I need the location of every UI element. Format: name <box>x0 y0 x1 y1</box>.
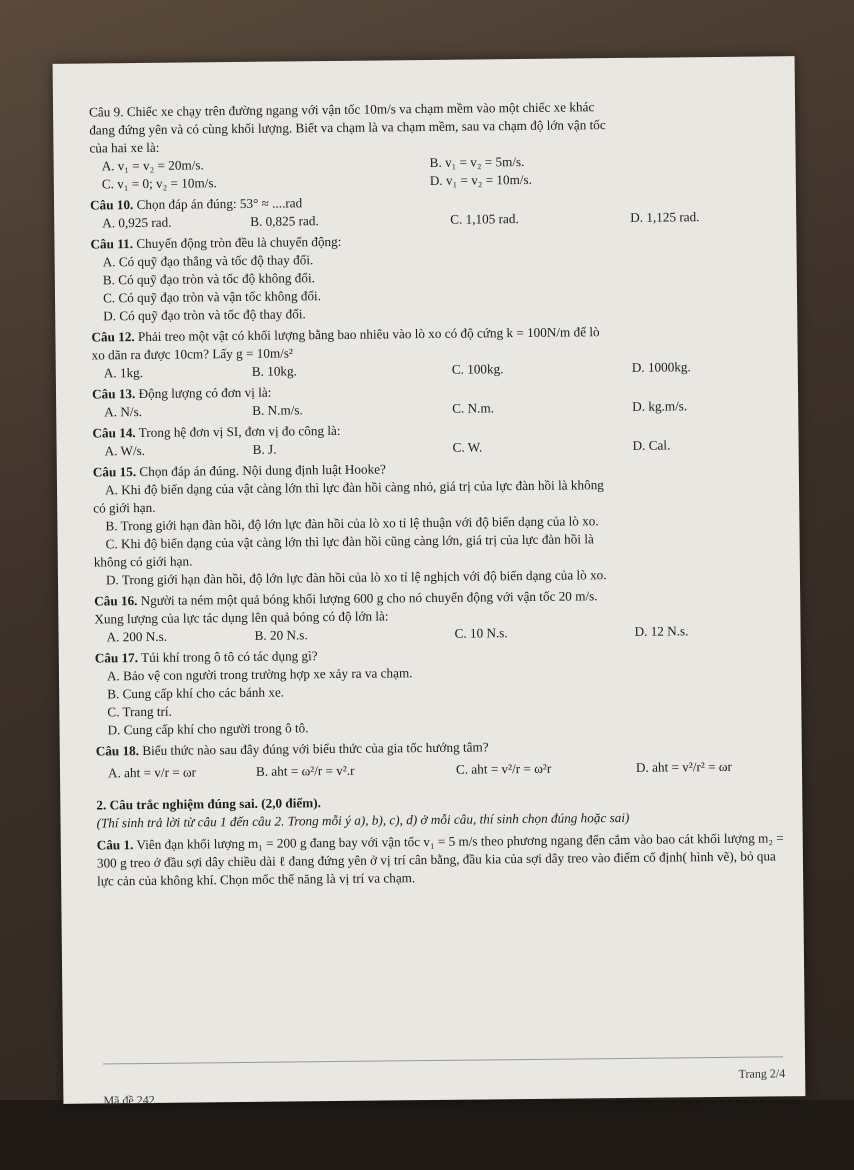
q10-option-b: B. 0,825 rad. <box>250 213 319 229</box>
q10-text: Chọn đáp án đúng: 53° ≈ ....rad <box>133 195 303 213</box>
question-13 <box>92 378 782 421</box>
q16-line2: Xung lượng của lực tác dụng lên quả bóng có độ lớn là: <box>94 608 389 627</box>
q15-option-a-line1: A. Khi độ biến dạng của vật càng lớn thì lực đàn hồi càng nhỏ, giá trị của lực đàn hồi là không <box>104 477 604 498</box>
q12-option-d: D. 1000kg. <box>631 359 691 375</box>
q13-option-a: A. N/s. <box>104 403 143 420</box>
q12-number: Câu 12. <box>91 329 135 345</box>
q18-text: Biểu thức nào sau đây đúng với biểu thức của gia tốc hướng tâm? <box>138 739 489 759</box>
q9-line3: của hai xe là: <box>89 139 160 156</box>
q17-option-b: B. Cung cấp khí cho các bánh xe. <box>107 684 285 702</box>
q15-option-c-line1: C. Khi độ biến dạng của vật càng lớn thì lực đàn hồi cũng càng lớn, giá trị của lực đàn hồi là <box>105 531 594 552</box>
q15-text: Chọn đáp án đúng. Nội dung định luật Hooke? <box>136 461 386 480</box>
footer-divider <box>103 1056 783 1064</box>
q11-option-c: C. Có quỹ đạo tròn và vận tốc không đổi. <box>102 288 322 306</box>
exam-code: Mã đề 242 <box>103 1092 155 1108</box>
q9-option-b: B. v₁ = v₂ = 5m/s. <box>429 153 525 170</box>
q14-option-b: B. J. <box>252 441 277 457</box>
s2-q1-text: Viên đạn khối lượng m₁ = 200 g đang bay với vận tốc v₁ = 5 m/s theo phương ngang đến cắm vào bao cát khối lượng m₂ = 300 g treo ở đầu sợi dây chiều dài ℓ đang đứng yên ở vị trí cân bằng, đầu kia của sợi dây treo vào điểm cố định( hình vẽ), bỏ qua lực cản của không khí. Chọn mốc thế năng là vị trí va chạm. <box>96 830 784 889</box>
section-2-instructions: (Thí sinh trả lời từ câu 1 đến câu 2. Trong mỗi ý a), b), c), d) ở mỗi câu, thí sinh chọn đúng hoặc sai) <box>96 809 630 831</box>
section-2-question-1 <box>97 829 788 890</box>
q12-option-b: B. 10kg. <box>251 363 297 379</box>
q10-option-c: C. 1,105 rad. <box>450 211 519 227</box>
section-2-title: 2. Câu trắc nghiệm đúng sai. (2,0 điểm). <box>96 795 321 813</box>
q9-option-a: A. v₁ = v₂ = 20m/s. <box>101 157 204 174</box>
q10-number: Câu 10. <box>89 197 134 213</box>
q16-option-b: B. 20 N.s. <box>254 627 308 643</box>
q12-text: Phải treo một vật có khối lượng bằng bao nhiêu vào lò xo có độ cứng k = 100N/m để lò <box>134 324 600 345</box>
q10-option-d: D. 1,125 rad. <box>630 209 700 225</box>
q12-option-a: A. 1kg. <box>103 364 144 381</box>
question-16 <box>94 585 785 646</box>
q11-number: Câu 11. <box>90 236 134 252</box>
q18-option-b: B. aht = ω²/r = v².r <box>255 762 355 779</box>
question-12 <box>91 321 782 382</box>
q11-option-d: D. Có quỹ đạo tròn và tốc độ thay đổi. <box>103 306 306 324</box>
q18-option-a: A. aht = v/r = ωr <box>107 764 197 781</box>
q18-number: Câu 18. <box>95 743 140 759</box>
exam-page <box>53 56 806 1108</box>
question-11 <box>90 228 781 325</box>
q15-option-b: B. Trong giới hạn đàn hồi, độ lớn lực đàn hồi của lò xo tỉ lệ thuận với độ biến dạng của lò xo. <box>105 513 599 534</box>
question-18 <box>96 735 786 790</box>
q17-option-c: C. Trang trí. <box>107 703 172 720</box>
q9-line2: đang đứng yên và có cùng khối lượng. Biết va chạm là va chạm mềm, sau va chạm độ lớn vận tốc <box>89 117 606 138</box>
q15-option-c-line2: không có giới hạn. <box>93 553 193 570</box>
q14-text: Trong hệ đơn vị SI, đơn vị đo công là: <box>135 422 341 441</box>
question-14 <box>92 417 782 460</box>
q16-option-d: D. 12 N.s. <box>634 623 689 639</box>
q10-option-a: A. 0,925 rad. <box>102 214 172 231</box>
q13-option-d: D. kg.m/s. <box>632 398 688 414</box>
q12-line2: xo dãn ra được 10cm? Lấy g = 10m/s² <box>91 345 293 363</box>
q18-option-c: C. aht = v²/r = ω²r <box>455 760 552 777</box>
question-9 <box>89 96 780 193</box>
q17-option-d: D. Cung cấp khí cho người trong ô tô. <box>107 720 309 738</box>
question-15 <box>93 456 784 589</box>
q11-option-a: A. Có quỹ đạo thẳng và tốc độ thay đổi. <box>102 252 314 270</box>
q15-option-a-line2: có giới hạn. <box>93 499 156 516</box>
q14-option-d: D. Cal. <box>632 437 671 453</box>
q13-option-b: B. N.m/s. <box>252 402 303 418</box>
q9-option-d: D. v₁ = v₂ = 10m/s. <box>429 171 532 188</box>
q12-option-c: C. 100kg. <box>451 361 504 377</box>
q11-text: Chuyển động tròn đều là chuyển động: <box>132 233 342 252</box>
q16-option-c: C. 10 N.s. <box>454 625 508 641</box>
exam-content <box>89 96 787 890</box>
q9-line1: Câu 9. Chiếc xe chạy trên đường ngang với vận tốc 10m/s va chạm mềm vào một chiếc xe khác <box>89 99 595 120</box>
question-17 <box>95 642 786 739</box>
q9-option-c: C. v₁ = 0; v₂ = 10m/s. <box>101 175 217 192</box>
q13-option-c: C. N.m. <box>452 400 495 416</box>
q13-number: Câu 13. <box>91 386 136 402</box>
question-10 <box>90 189 780 232</box>
q17-option-a: A. Bảo vệ con người trong trường hợp xe xảy ra va chạm. <box>106 665 413 684</box>
page-number: Trang 2/4 <box>738 1066 786 1081</box>
q16-option-a: A. 200 N.s. <box>106 628 168 645</box>
q13-text: Động lượng có đơn vị là: <box>135 384 272 402</box>
q15-option-d: D. Trong giới hạn đàn hồi, độ lớn lực đàn hồi của lò xo tỉ lệ nghịch với độ biến dạng của lò xo. <box>105 567 607 588</box>
q16-text: Người ta ném một quả bóng khối lượng 600 g cho nó chuyển động với vận tốc 20 m/s. <box>137 588 598 609</box>
q18-option-d: D. aht = v²/r² = ωr <box>635 758 732 775</box>
q14-number: Câu 14. <box>92 425 136 441</box>
table-surface-bottom <box>0 1100 854 1170</box>
q17-number: Câu 17. <box>94 650 139 666</box>
q14-option-c: C. W. <box>452 439 483 455</box>
q16-number: Câu 16. <box>94 593 138 609</box>
s2-q1-number: Câu 1. <box>96 837 134 853</box>
q14-option-a: A. W/s. <box>104 442 146 459</box>
q15-number: Câu 15. <box>92 464 137 480</box>
q11-option-b: B. Có quỹ đạo tròn và tốc độ không đổi. <box>102 270 316 288</box>
q17-text: Túi khí trong ô tô có tác dụng gì? <box>137 648 318 666</box>
